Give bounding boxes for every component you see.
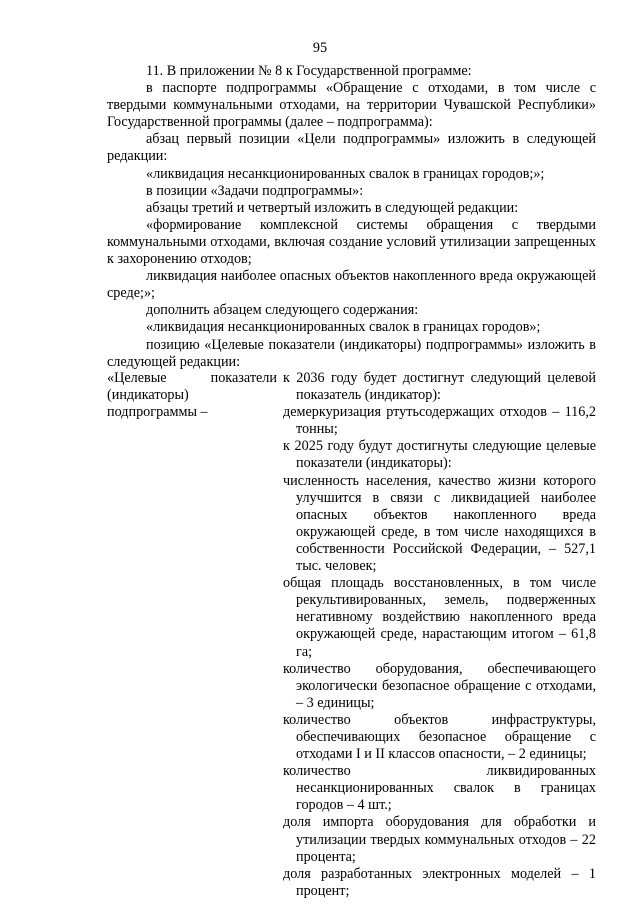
position-content [283, 370, 596, 900]
paragraph: в позиции «Задачи подпрограммы»: [146, 182, 364, 199]
paragraph: позицию «Целевые показатели (индикаторы) подпрограммы» изложить в следующей редакции: [107, 336, 596, 370]
list-item: доля разработанных электронных моделей – 1 процент; [283, 865, 596, 899]
page-number: 95 [312, 40, 328, 56]
position-label: «Целевые показатели (индикаторы) подпрограммы [107, 370, 277, 421]
paragraph: «ликвидация несанкционированных свалок в границах городов;»; [146, 165, 545, 182]
paragraph: «ликвидация несанкционированных свалок в границах городов»; [146, 319, 541, 336]
paragraph: абзац первый позиции «Цели подпрограммы» изложить в следующей редакции: [107, 131, 596, 165]
paragraph: «формирование комплексной системы обращения с твердыми коммунальными отходами, включая создание условий утилизации запрещенных к захоронению отходов; [107, 216, 596, 268]
list-item: демеркуризация ртутьсодержащих отходов – 116,2 тонны; [283, 404, 596, 438]
list-item: количество объектов инфраструктуры, обеспечивающих безопасное обращение с отходами I и II классов опасности, – 2 единицы; [283, 711, 596, 763]
position-name [107, 370, 277, 900]
paragraph: абзацы третий и четвертый изложить в следующей редакции: [146, 199, 519, 216]
list-item: количество ликвидированных несанкционированных свалок в границах городов – 4 шт.; [283, 763, 596, 814]
paragraph: ликвидация наиболее опасных объектов накопленного вреда окружающей среде;»; [107, 268, 596, 302]
dash: – [200, 404, 208, 421]
list-item: к 2025 году будут достигнуты следующие целевые показатели (индикаторы): [283, 438, 596, 472]
list-item: численность населения, качество жизни которого улучшится в связи с ликвидацией наиболее опасных объектов накопленного вреда окружающей среде, в том числе находящихся в собственности Российской Федерации, – 527,1 тыс. человек; [283, 472, 596, 575]
document-body [107, 63, 596, 371]
indicators-table [107, 370, 596, 900]
table-row [107, 370, 596, 900]
list-item: доля импорта оборудования для обработки и утилизации твердых коммунальных отходов – 22 процента; [283, 814, 596, 865]
paragraph: 11. В приложении № 8 к Государственной программе: [146, 63, 472, 79]
list-item: к 2036 году будет достигнут следующий целевой показатель (индикатор): [283, 370, 596, 404]
list-item: общая площадь восстановленных, в том числе рекультивированных, земель, подверженных негативному воздействию накопленного вреда окружающей среде, нарастающим итогом – 61,8 га; [283, 575, 596, 660]
paragraph: дополнить абзацем следующего содержания: [146, 302, 419, 319]
paragraph: в паспорте подпрограммы «Обращение с отходами, в том числе с твердыми коммунальными отходами, на территории Чувашской Республики» Государственной программы (далее – подпрограмма): [107, 80, 596, 131]
list-item: количество оборудования, обеспечивающего экологически безопасное обращение с отходами, – 3 единицы; [283, 660, 596, 711]
